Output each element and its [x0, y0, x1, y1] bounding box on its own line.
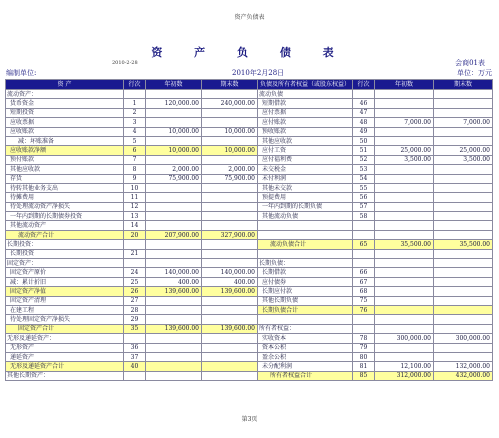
asset-begin-cell	[146, 352, 202, 361]
liability-item-cell: 应付票据	[258, 108, 353, 117]
asset-item-cell: 长期投资：	[6, 240, 124, 249]
asset-item-cell: 预付账款	[6, 155, 124, 164]
liability-end-cell	[434, 230, 493, 239]
liability-begin-cell	[375, 249, 434, 258]
liability-item-cell: 长期应付款	[258, 287, 353, 296]
liability-line-cell: 67	[353, 277, 375, 286]
asset-end-cell	[202, 240, 258, 249]
liability-item-cell	[258, 249, 353, 258]
table-row	[6, 165, 493, 174]
asset-end-cell: 10,000.00	[202, 127, 258, 136]
form-number: 会商01表	[455, 59, 485, 67]
liability-item-cell: 所有者权益：	[258, 324, 353, 333]
asset-begin-cell: 120,000.00	[146, 99, 202, 108]
liability-item-cell: 一年内到期的长期负债	[258, 202, 353, 211]
liability-end-cell	[434, 259, 493, 268]
asset-end-cell	[202, 296, 258, 305]
table-row	[6, 212, 493, 221]
liability-begin-cell: 12,100.00	[375, 362, 434, 371]
table-row	[6, 202, 493, 211]
liability-end-cell	[434, 324, 493, 333]
liability-begin-cell	[375, 315, 434, 324]
asset-end-cell: 2,000.00	[202, 165, 258, 174]
asset-begin-cell: 139,600.00	[146, 287, 202, 296]
asset-begin-cell	[146, 240, 202, 249]
liability-end-cell	[434, 174, 493, 183]
asset-line-cell: 21	[124, 249, 146, 258]
liability-end-cell	[434, 212, 493, 221]
asset-line-cell: 7	[124, 155, 146, 164]
table-row	[6, 118, 493, 127]
liability-item-cell: 预收账款	[258, 127, 353, 136]
liability-item-cell: 应付债券	[258, 277, 353, 286]
liability-begin-cell	[375, 90, 434, 99]
liability-begin-cell	[375, 287, 434, 296]
asset-end-cell: 10,000.00	[202, 146, 258, 155]
asset-begin-cell: 75,900.00	[146, 174, 202, 183]
asset-end-cell: 139,600.00	[202, 324, 258, 333]
asset-line-cell	[124, 90, 146, 99]
liability-line-cell: 66	[353, 268, 375, 277]
liability-begin-cell	[375, 136, 434, 145]
asset-item-cell: 待处理流动资产净损失	[6, 202, 124, 211]
asset-line-cell: 4	[124, 127, 146, 136]
liability-item-cell: 应付账款	[258, 118, 353, 127]
liability-begin-cell	[375, 268, 434, 277]
column-header: 行次	[353, 80, 375, 90]
liability-item-cell: 未付利润	[258, 174, 353, 183]
liability-line-cell: 53	[353, 165, 375, 174]
liability-begin-cell	[375, 296, 434, 305]
table-row	[6, 127, 493, 136]
liability-line-cell: 76	[353, 305, 375, 314]
asset-item-cell: 一年内到期的长期债券投资	[6, 212, 124, 221]
asset-item-cell: 待处理固定资产净损失	[6, 315, 124, 324]
asset-item-cell: 减：累计折旧	[6, 277, 124, 286]
page-number: 第3页	[241, 416, 258, 423]
asset-end-cell	[202, 305, 258, 314]
liability-begin-cell	[375, 221, 434, 230]
liability-end-cell	[434, 268, 493, 277]
liability-begin-cell	[375, 202, 434, 211]
asset-end-cell: 327,900.00	[202, 230, 258, 239]
table-header-row	[6, 80, 493, 90]
asset-end-cell	[202, 90, 258, 99]
asset-line-cell: 10	[124, 183, 146, 192]
liability-end-cell: 7,000.00	[434, 118, 493, 127]
liability-line-cell: 85	[353, 371, 375, 380]
asset-end-cell: 400.00	[202, 277, 258, 286]
asset-begin-cell	[146, 212, 202, 221]
asset-item-cell: 固定资产原价	[6, 268, 124, 277]
asset-item-cell: 其他流动资产	[6, 221, 124, 230]
liability-item-cell: 实收资本	[258, 334, 353, 343]
column-header: 期末数	[434, 80, 493, 90]
asset-item-cell: 待转其他业务支出	[6, 183, 124, 192]
liability-line-cell	[353, 90, 375, 99]
asset-line-cell: 25	[124, 277, 146, 286]
asset-item-cell: 其他长期资产：	[6, 371, 124, 380]
liability-line-cell: 55	[353, 183, 375, 192]
asset-end-cell	[202, 212, 258, 221]
table-row	[6, 221, 493, 230]
table-row	[6, 99, 493, 108]
asset-item-cell: 固定资产：	[6, 259, 124, 268]
asset-begin-cell	[146, 249, 202, 258]
liability-begin-cell	[375, 193, 434, 202]
asset-line-cell	[124, 371, 146, 380]
liability-item-cell: 其他长期负债	[258, 296, 353, 305]
asset-begin-cell	[146, 90, 202, 99]
liability-begin-cell	[375, 230, 434, 239]
liability-end-cell	[434, 315, 493, 324]
asset-begin-cell: 140,000.00	[146, 268, 202, 277]
table-row	[6, 334, 493, 343]
liability-end-cell: 3,500.00	[434, 155, 493, 164]
liability-line-cell	[353, 324, 375, 333]
liability-end-cell	[434, 343, 493, 352]
table-row	[6, 277, 493, 286]
liability-begin-cell: 25,000.00	[375, 146, 434, 155]
asset-line-cell: 36	[124, 343, 146, 352]
asset-end-cell	[202, 259, 258, 268]
liability-end-cell: 25,000.00	[434, 146, 493, 155]
asset-begin-cell: 10,000.00	[146, 146, 202, 155]
asset-item-cell: 无形及递延资产：	[6, 334, 124, 343]
asset-line-cell: 5	[124, 136, 146, 145]
asset-line-cell	[124, 334, 146, 343]
asset-item-cell: 存货	[6, 174, 124, 183]
liability-line-cell: 52	[353, 155, 375, 164]
asset-item-cell: 短期投资	[6, 108, 124, 117]
asset-begin-cell: 10,000.00	[146, 127, 202, 136]
liability-end-cell	[434, 165, 493, 174]
liability-item-cell: 短期借款	[258, 99, 353, 108]
asset-end-cell	[202, 221, 258, 230]
liability-end-cell: 35,500.00	[434, 240, 493, 249]
table-row	[6, 146, 493, 155]
liability-begin-cell	[375, 127, 434, 136]
asset-begin-cell	[146, 259, 202, 268]
liability-item-cell: 预提费用	[258, 193, 353, 202]
table-row	[6, 240, 493, 249]
liability-line-cell: 79	[353, 343, 375, 352]
liability-begin-cell	[375, 305, 434, 314]
asset-begin-cell	[146, 221, 202, 230]
liability-line-cell: 58	[353, 212, 375, 221]
liability-end-cell	[434, 127, 493, 136]
asset-item-cell: 流动资产：	[6, 90, 124, 99]
asset-begin-cell	[146, 315, 202, 324]
table-row	[6, 174, 493, 183]
asset-end-cell	[202, 193, 258, 202]
asset-end-cell	[202, 202, 258, 211]
asset-begin-cell	[146, 334, 202, 343]
liability-item-cell: 应付福利费	[258, 155, 353, 164]
asset-begin-cell	[146, 362, 202, 371]
table-row	[6, 343, 493, 352]
asset-line-cell: 26	[124, 287, 146, 296]
liability-item-cell: 其他未交款	[258, 183, 353, 192]
asset-begin-cell	[146, 183, 202, 192]
column-header: 行次	[124, 80, 146, 90]
asset-item-cell: 固定资产清理	[6, 296, 124, 305]
liability-end-cell	[434, 277, 493, 286]
liability-line-cell: 80	[353, 352, 375, 361]
liability-line-cell: 75	[353, 296, 375, 305]
asset-line-cell: 11	[124, 193, 146, 202]
liability-item-cell: 长期借款	[258, 268, 353, 277]
asset-begin-cell: 139,600.00	[146, 324, 202, 333]
liability-item-cell: 流动负债合计	[258, 240, 353, 249]
asset-line-cell: 3	[124, 118, 146, 127]
liability-item-cell	[258, 315, 353, 324]
asset-item-cell: 其他应收款	[6, 165, 124, 174]
liability-begin-cell	[375, 165, 434, 174]
liability-begin-cell: 7,000.00	[375, 118, 434, 127]
liability-line-cell: 68	[353, 287, 375, 296]
liability-item-cell: 资本公积	[258, 343, 353, 352]
liability-begin-cell	[375, 277, 434, 286]
asset-line-cell: 2	[124, 108, 146, 117]
asset-line-cell: 1	[124, 99, 146, 108]
liability-item-cell: 未交税金	[258, 165, 353, 174]
liability-line-cell	[353, 249, 375, 258]
liability-item-cell	[258, 230, 353, 239]
table-row	[6, 287, 493, 296]
report-date: 2010年2月28日	[232, 69, 285, 77]
liability-line-cell: 54	[353, 174, 375, 183]
liability-end-cell: 300,000.00	[434, 334, 493, 343]
asset-end-cell	[202, 136, 258, 145]
liability-line-cell: 46	[353, 99, 375, 108]
liability-end-cell	[434, 193, 493, 202]
column-header: 年初数	[375, 80, 434, 90]
asset-end-cell	[202, 155, 258, 164]
asset-item-cell: 减：坏账准备	[6, 136, 124, 145]
liability-line-cell	[353, 315, 375, 324]
asset-begin-cell	[146, 155, 202, 164]
table-row	[6, 183, 493, 192]
table-body	[6, 90, 493, 381]
asset-end-cell: 140,000.00	[202, 268, 258, 277]
asset-begin-cell	[146, 202, 202, 211]
asset-line-cell: 35	[124, 324, 146, 333]
liability-line-cell: 65	[353, 240, 375, 249]
asset-line-cell	[124, 259, 146, 268]
liability-line-cell: 48	[353, 118, 375, 127]
liability-line-cell: 51	[353, 146, 375, 155]
asset-end-cell	[202, 334, 258, 343]
liability-begin-cell	[375, 324, 434, 333]
asset-begin-cell	[146, 305, 202, 314]
table-row	[6, 90, 493, 99]
liability-line-cell: 81	[353, 362, 375, 371]
asset-line-cell: 8	[124, 165, 146, 174]
asset-item-cell: 流动资产合计	[6, 230, 124, 239]
liability-line-cell	[353, 230, 375, 239]
table-row	[6, 193, 493, 202]
document-title: 资 产 负 债 表	[151, 46, 348, 59]
asset-begin-cell	[146, 136, 202, 145]
liability-begin-cell: 312,000.00	[375, 371, 434, 380]
liability-item-cell: 长期负债合计	[258, 305, 353, 314]
liability-begin-cell: 300,000.00	[375, 334, 434, 343]
asset-line-cell	[124, 240, 146, 249]
liability-end-cell	[434, 183, 493, 192]
liability-end-cell	[434, 136, 493, 145]
liability-begin-cell	[375, 183, 434, 192]
asset-end-cell	[202, 343, 258, 352]
page-header: 资产负债表	[234, 14, 265, 21]
liability-begin-cell	[375, 99, 434, 108]
table-row	[6, 352, 493, 361]
liability-line-cell	[353, 221, 375, 230]
liability-begin-cell	[375, 352, 434, 361]
liability-end-cell	[434, 296, 493, 305]
table-row	[6, 259, 493, 268]
liability-line-cell: 78	[353, 334, 375, 343]
table-row	[6, 268, 493, 277]
asset-line-cell: 20	[124, 230, 146, 239]
asset-line-cell: 14	[124, 221, 146, 230]
liability-end-cell	[434, 202, 493, 211]
asset-item-cell: 固定资产净值	[6, 287, 124, 296]
liability-item-cell: 未分配利润	[258, 362, 353, 371]
liability-begin-cell	[375, 108, 434, 117]
column-header: 年初数	[146, 80, 202, 90]
liability-item-cell: 流动负债	[258, 90, 353, 99]
liability-begin-cell	[375, 212, 434, 221]
liability-begin-cell: 35,500.00	[375, 240, 434, 249]
asset-line-cell: 29	[124, 315, 146, 324]
liability-begin-cell	[375, 343, 434, 352]
liability-begin-cell: 3,500.00	[375, 155, 434, 164]
asset-line-cell: 13	[124, 212, 146, 221]
asset-item-cell: 应收票据	[6, 118, 124, 127]
table-row	[6, 362, 493, 371]
liability-item-cell: 其他流动负债	[258, 212, 353, 221]
asset-begin-cell: 400.00	[146, 277, 202, 286]
liability-end-cell: 432,000.00	[434, 371, 493, 380]
liability-begin-cell	[375, 174, 434, 183]
table-row	[6, 249, 493, 258]
asset-line-cell: 6	[124, 146, 146, 155]
liability-begin-cell	[375, 259, 434, 268]
asset-end-cell	[202, 108, 258, 117]
liability-line-cell: 49	[353, 127, 375, 136]
liability-end-cell: 132,000.00	[434, 362, 493, 371]
asset-line-cell: 9	[124, 174, 146, 183]
liability-end-cell	[434, 305, 493, 314]
liability-end-cell	[434, 287, 493, 296]
table-row	[6, 315, 493, 324]
table-row	[6, 136, 493, 145]
liability-end-cell	[434, 352, 493, 361]
asset-end-cell	[202, 362, 258, 371]
liability-line-cell: 50	[353, 136, 375, 145]
asset-end-cell	[202, 315, 258, 324]
asset-end-cell	[202, 118, 258, 127]
table-row	[6, 108, 493, 117]
asset-begin-cell: 2,000.00	[146, 165, 202, 174]
liability-item-cell: 长期负债：	[258, 259, 353, 268]
liability-end-cell	[434, 108, 493, 117]
column-header: 期末数	[202, 80, 258, 90]
asset-line-cell: 24	[124, 268, 146, 277]
asset-end-cell	[202, 371, 258, 380]
liability-end-cell	[434, 221, 493, 230]
asset-begin-cell	[146, 371, 202, 380]
preparer-label: 编制单位:	[6, 69, 37, 77]
asset-item-cell: 无形资产	[6, 343, 124, 352]
currency-unit: 单位：万元	[457, 69, 492, 77]
asset-item-cell: 货币资金	[6, 99, 124, 108]
asset-begin-cell	[146, 118, 202, 127]
liability-line-cell	[353, 259, 375, 268]
meta-row	[6, 68, 492, 78]
table-row	[6, 155, 493, 164]
asset-item-cell: 待摊费用	[6, 193, 124, 202]
asset-item-cell: 无形及递延资产合计	[6, 362, 124, 371]
liability-end-cell	[434, 99, 493, 108]
liability-item-cell: 应付工资	[258, 146, 353, 155]
asset-item-cell: 应收账款净额	[6, 146, 124, 155]
asset-end-cell: 75,900.00	[202, 174, 258, 183]
column-header: 资 产	[6, 80, 124, 90]
balance-sheet-table	[5, 79, 493, 381]
asset-begin-cell	[146, 296, 202, 305]
asset-end-cell: 139,600.00	[202, 287, 258, 296]
asset-line-cell: 40	[124, 362, 146, 371]
asset-begin-cell	[146, 108, 202, 117]
liability-line-cell: 56	[353, 193, 375, 202]
liability-end-cell	[434, 90, 493, 99]
column-header: 负债及所有者权益（或股东权益）	[258, 80, 353, 90]
asset-item-cell: 长期投资	[6, 249, 124, 258]
liability-item-cell	[258, 221, 353, 230]
table-row	[6, 230, 493, 239]
asset-end-cell	[202, 352, 258, 361]
asset-end-cell: 240,000.00	[202, 99, 258, 108]
print-date: 2010-2-28	[112, 60, 138, 66]
asset-item-cell: 固定资产合计	[6, 324, 124, 333]
liability-line-cell: 57	[353, 202, 375, 211]
asset-line-cell: 12	[124, 202, 146, 211]
table-row	[6, 324, 493, 333]
asset-end-cell	[202, 183, 258, 192]
asset-line-cell: 28	[124, 305, 146, 314]
asset-item-cell: 递延资产	[6, 352, 124, 361]
asset-begin-cell: 207,900.00	[146, 230, 202, 239]
table-row	[6, 296, 493, 305]
liability-end-cell	[434, 249, 493, 258]
liability-item-cell: 所有者权益合计	[258, 371, 353, 380]
table-row	[6, 305, 493, 314]
asset-begin-cell	[146, 193, 202, 202]
asset-begin-cell	[146, 343, 202, 352]
asset-line-cell: 27	[124, 296, 146, 305]
liability-item-cell: 其他应收款	[258, 136, 353, 145]
asset-end-cell	[202, 249, 258, 258]
asset-line-cell: 37	[124, 352, 146, 361]
table-row	[6, 371, 493, 380]
liability-item-cell: 盈余公积	[258, 352, 353, 361]
liability-line-cell: 47	[353, 108, 375, 117]
asset-item-cell: 在建工程	[6, 305, 124, 314]
asset-item-cell: 应收账款	[6, 127, 124, 136]
